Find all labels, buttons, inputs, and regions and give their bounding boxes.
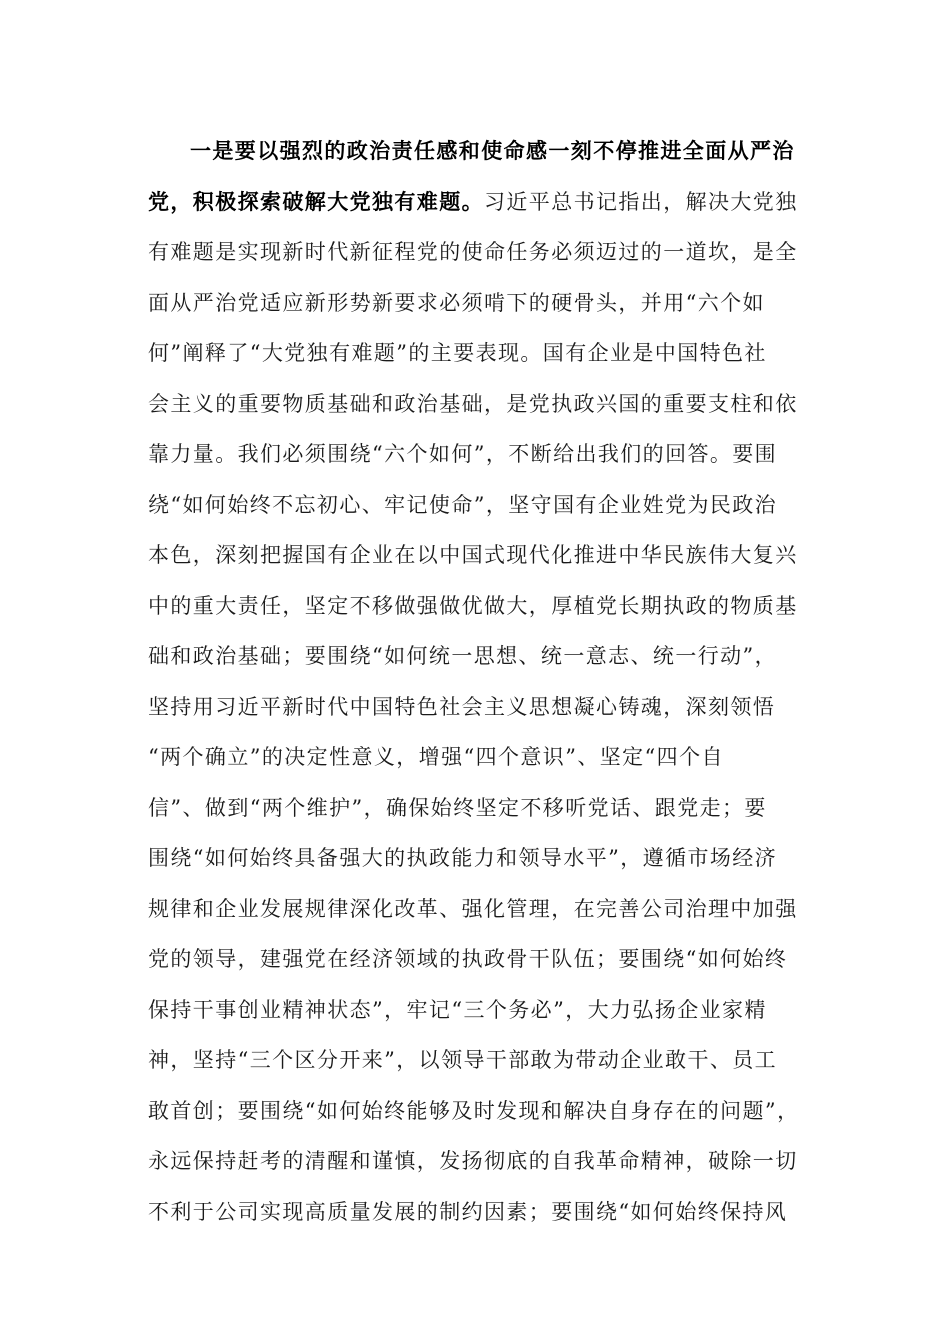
body-text: 靠力量。我们必须围绕“六个如何”，不断给出我们的回答。要围 xyxy=(148,442,778,466)
body-text: 有难题是实现新时代新征程党的使命任务必须迈过的一道坎，是全 xyxy=(148,240,798,264)
paragraph-line xyxy=(148,783,808,834)
paragraph-line xyxy=(148,328,808,379)
paragraph-line xyxy=(148,1136,808,1187)
paragraph-line xyxy=(148,177,808,228)
body-text: 绕“如何始终不忘初心、牢记使命”，坚守国有企业姓党为民政治 xyxy=(148,492,778,517)
body-text: 会主义的重要物质基础和政治基础，是党执政兴国的重要支柱和依 xyxy=(148,391,798,416)
body-text: 规律和企业发展规律深化改革、强化管理，在完善公司治理中加强 xyxy=(148,896,798,921)
body-text: 神，坚持“三个区分开来”，以领导干部敢为带动企业敢干、员工 xyxy=(148,1048,778,1072)
paragraph-line xyxy=(148,884,808,935)
body-text: 习近平总书记指出，解决大党独 xyxy=(484,189,798,214)
body-paragraph xyxy=(148,126,808,1237)
paragraph-line xyxy=(148,379,808,430)
paragraph-line xyxy=(148,530,808,581)
paragraph-line xyxy=(148,581,808,632)
paragraph-line xyxy=(148,227,808,278)
paragraph-line xyxy=(148,1187,808,1238)
paragraph-line xyxy=(148,732,808,783)
body-text: 坚持用习近平新时代中国特色社会主义思想凝心铸魂，深刻领悟 xyxy=(148,694,776,719)
paragraph-line xyxy=(148,985,808,1036)
body-text: 面从严治党适应新形势新要求必须啃下的硬骨头，并用“六个如 xyxy=(148,290,765,315)
paragraph-line xyxy=(148,429,808,480)
paragraph-line xyxy=(148,934,808,985)
body-text: 中的重大责任，坚定不移做强做优做大，厚植党长期执政的物质基 xyxy=(148,593,798,618)
body-text: 础和政治基础；要围绕“如何统一思想、统一意志、统一行动”， xyxy=(148,644,778,668)
bold-heading-text: 党，积极探索破解大党独有难题。 xyxy=(148,188,484,214)
paragraph-line xyxy=(148,682,808,733)
body-text: 本色，深刻把握国有企业在以中国式现代化推进中华民族伟大复兴 xyxy=(148,543,798,567)
bold-heading-text: 一是要以强烈的政治责任感和使命感一刻不停推进全面从严治 xyxy=(190,138,795,163)
paragraph-line xyxy=(148,126,808,177)
body-text: 永远保持赶考的清醒和谨慎，发扬彻底的自我革命精神，破除一切 xyxy=(148,1149,798,1173)
body-text: 信”、做到“两个维护”，确保始终坚定不移听党话、跟党走；要 xyxy=(148,795,767,820)
paragraph-line xyxy=(148,833,808,884)
body-text: 不利于公司实现高质量发展的制约因素；要围绕“如何始终保持风 xyxy=(148,1199,788,1224)
paragraph-line xyxy=(148,1035,808,1086)
paragraph-line xyxy=(148,480,808,531)
body-text: 何”阐释了“大党独有难题”的主要表现。国有企业是中国特色社 xyxy=(148,341,767,365)
paragraph-line xyxy=(148,1086,808,1137)
body-text: 党的领导，建强党在经济领域的执政骨干队伍；要围绕“如何始终 xyxy=(148,947,788,971)
paragraph-line xyxy=(148,278,808,329)
body-text: 保持干事创业精神状态”，牢记“三个务必”，大力弘扬企业家精 xyxy=(148,997,767,1022)
body-text: “两个确立”的决定性意义，增强“四个意识”、坚定“四个自 xyxy=(148,745,724,769)
body-text: 围绕“如何始终具备强大的执政能力和领导水平”，遵循市场经济 xyxy=(148,846,778,870)
body-text: 敢首创；要围绕“如何始终能够及时发现和解决自身存在的问题”， xyxy=(148,1098,800,1123)
paragraph-line xyxy=(148,631,808,682)
